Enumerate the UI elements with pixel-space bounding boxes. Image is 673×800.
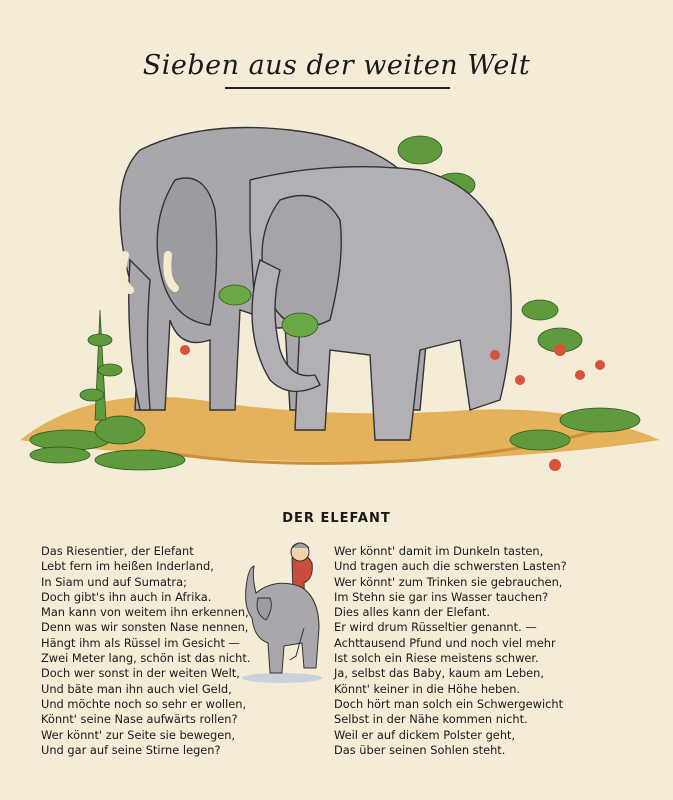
poem-line: Lebt fern im heißen Inderland,: [41, 559, 214, 574]
poem-line: Und bäte man ihn auch viel Geld,: [41, 681, 232, 696]
poem-line: Doch wer sonst in der weiten Welt,: [41, 666, 240, 681]
poem-line: Hängt ihm als Rüssel im Gesicht —: [41, 635, 240, 650]
elephant-with-child-illustration: [234, 538, 330, 688]
poem-right-column: [334, 544, 567, 758]
title-underline: [225, 87, 450, 89]
poem-line: Weil er auf dickem Polster geht,: [334, 727, 516, 742]
poem-line: Ist solch ein Riese meistens schwer.: [334, 651, 539, 666]
poem-line: Zwei Meter lang, schön ist das nicht.: [41, 651, 251, 666]
poem-line: Könnt' keiner in die Höhe heben.: [334, 681, 521, 696]
poem-line: Ja, selbst das Baby, kaum am Leben,: [334, 666, 544, 681]
elephant-illustration: [0, 110, 673, 500]
poem-line: Dies alles kann der Elefant.: [334, 605, 491, 620]
poem-line: Und möchte noch so sehr er wollen,: [41, 696, 247, 711]
poem-line: Achttausend Pfund und noch viel mehr: [334, 635, 556, 650]
poem-line: Man kann von weitem ihn erkennen,: [41, 605, 249, 620]
poem-line: Doch hört man solch ein Schwergewicht: [334, 696, 564, 711]
poem-line: Im Stehn sie gar ins Wasser tauchen?: [334, 589, 549, 604]
poem-line: Und tragen auch die schwersten Lasten?: [334, 559, 567, 574]
poem-line: Könnt' seine Nase aufwärts rollen?: [41, 712, 238, 727]
poem-line: Denn was wir sonsten Nase nennen,: [41, 620, 249, 635]
poem-heading: DER ELEFANT: [282, 511, 391, 526]
poem-line: Wer könnt' zur Seite sie bewegen,: [41, 727, 236, 742]
poem-line: Das über seinen Sohlen steht.: [334, 742, 506, 757]
poem-line: Selbst in der Nähe kommen nicht.: [334, 712, 528, 727]
poem-line: Wer könnt' zum Trinken sie gebrauchen,: [334, 574, 563, 589]
poem-line: Er wird drum Rüsseltier genannt. —: [334, 620, 537, 635]
poem-line: Doch gibt's ihn auch in Afrika.: [41, 589, 212, 604]
page-title: Sieben aus der weiten Welt: [142, 50, 531, 81]
poem-line: Und gar auf seine Stirne legen?: [41, 742, 221, 757]
poem-line: Wer könnt' damit im Dunkeln tasten,: [334, 544, 544, 558]
poem-line: Das Riesentier, der Elefant: [41, 544, 194, 558]
poem-left-column: [41, 544, 251, 758]
poem-line: In Siam und auf Sumatra;: [41, 574, 187, 589]
